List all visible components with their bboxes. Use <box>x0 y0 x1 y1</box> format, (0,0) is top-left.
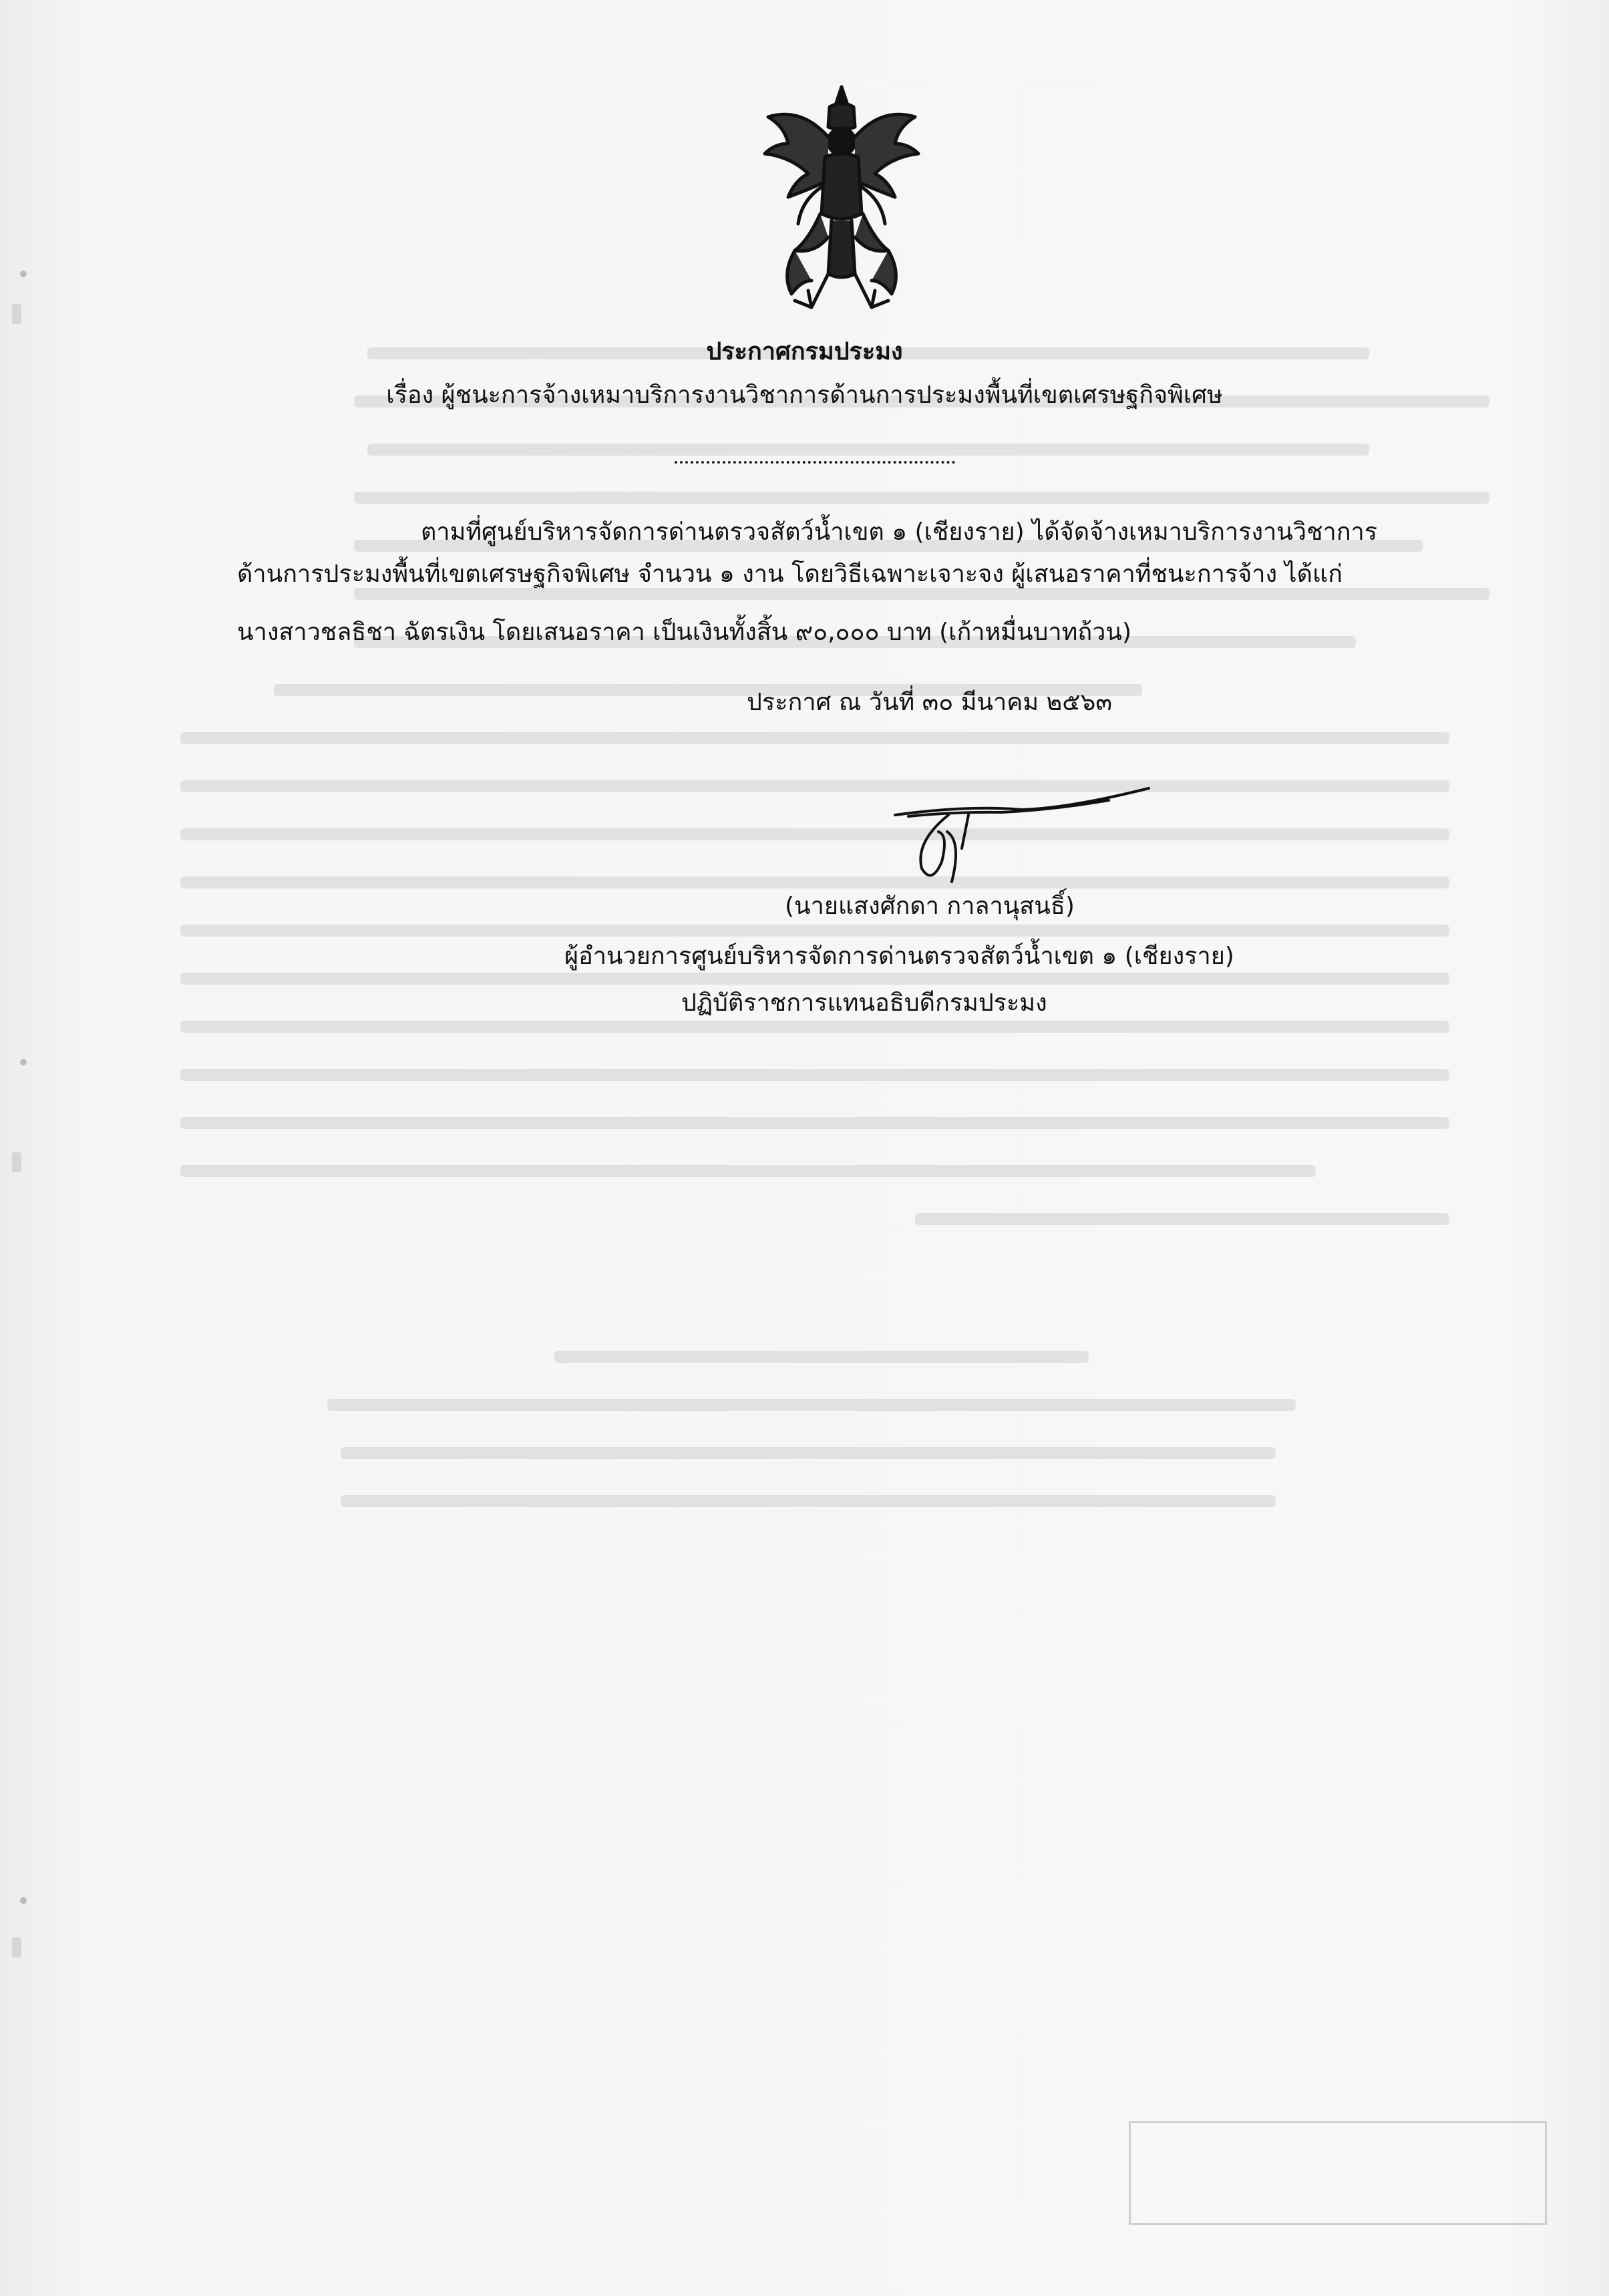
punch-hole <box>20 1897 27 1904</box>
signatory-acting-for: ปฏิบัติราชการแทนอธิบดีกรมประมง <box>681 989 1047 1017</box>
bleed-through-box <box>1129 2121 1547 2225</box>
signatory-position: ผู้อำนวยการศูนย์บริหารจัดการด่านตรวจสัตว์น้ำเขต ๑ (เชียงราย) <box>564 943 1234 970</box>
body-paragraph-line: ตามที่ศูนย์บริหารจัดการด่านตรวจสัตว์น้ำเขต ๑ (เชียงราย) ได้จัดจ้างเหมาบริการงานวิชาการ <box>421 518 1378 546</box>
body-paragraph-line: ด้านการประมงพื้นที่เขตเศรษฐกิจพิเศษ จำนวน ๑ งาน โดยวิธีเฉพาะเจาะจง ผู้เสนอราคาที่ชนะการจ้าง ได้แก่ <box>237 560 1343 588</box>
signature-mark <box>868 768 1162 888</box>
announcement-title: ประกาศกรมประมง <box>706 338 903 365</box>
scan-edge-mark <box>12 1937 21 1957</box>
signatory-name: (นายแสงศักดา กาลานุสนธิ์) <box>785 892 1075 920</box>
punch-hole <box>20 1059 27 1065</box>
separator-dotted-line <box>675 461 955 464</box>
subject-line: เรื่อง ผู้ชนะการจ้างเหมาบริการงานวิชาการด้านการประมงพื้นที่เขตเศรษฐกิจพิเศษ <box>386 381 1223 409</box>
announcement-date: ประกาศ ณ วันที่ ๓๐ มีนาคม ๒๕๖๓ <box>747 689 1112 716</box>
body-paragraph-line: นางสาวชลธิชา ฉัตรเงิน โดยเสนอราคา เป็นเงินทั้งสิ้น ๙๐,๐๐๐ บาท (เก้าหมื่นบาทถ้วน) <box>237 619 1132 646</box>
scan-edge-mark <box>12 304 21 324</box>
garuda-emblem-icon <box>755 80 928 314</box>
punch-hole <box>20 271 27 277</box>
scan-edge-mark <box>12 1152 21 1172</box>
